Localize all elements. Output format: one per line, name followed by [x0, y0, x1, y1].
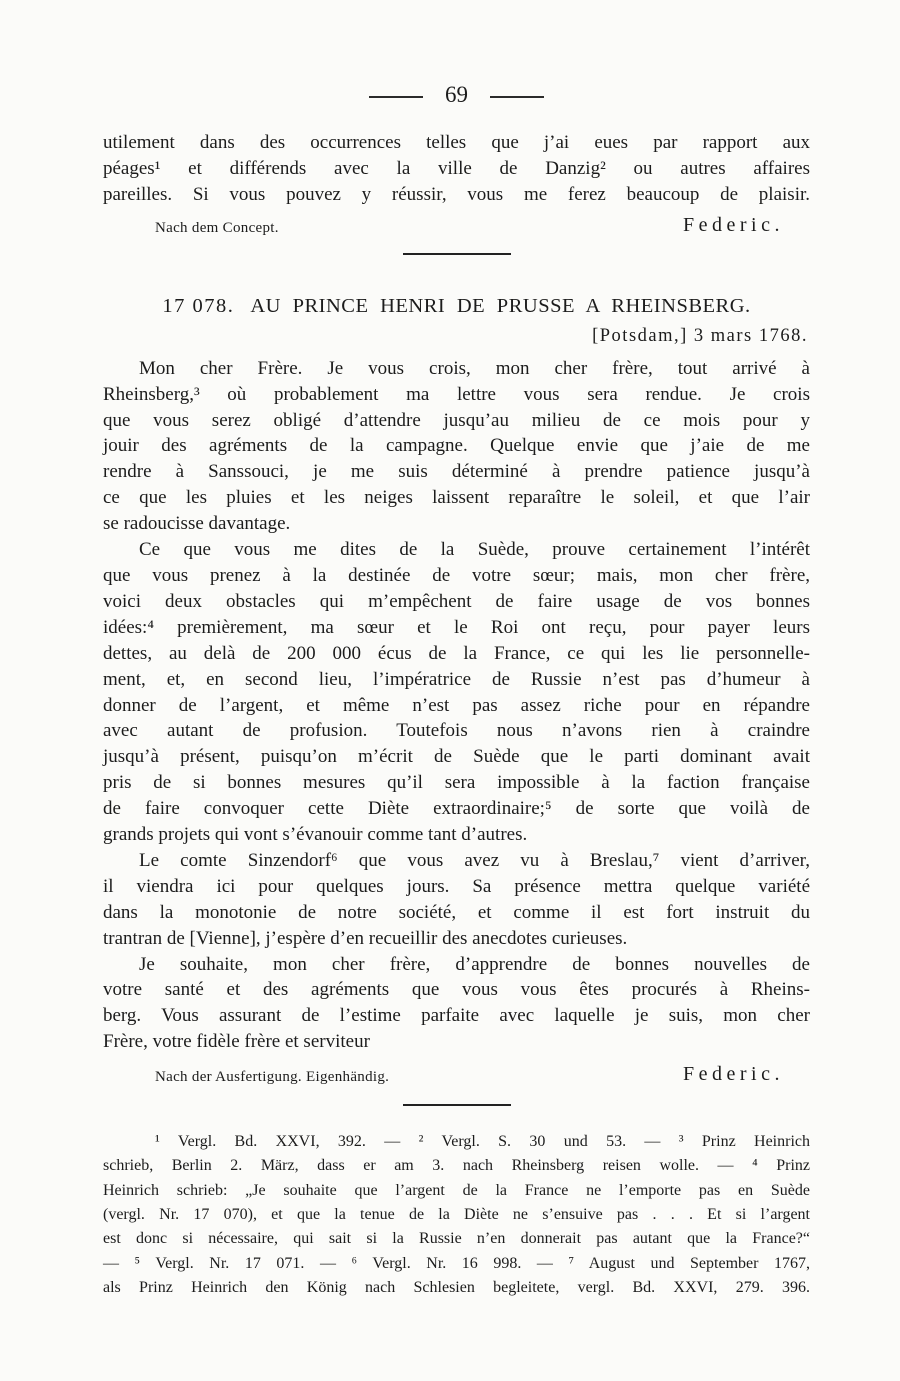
section-divider [403, 253, 511, 255]
letter-footer-row [103, 1063, 810, 1086]
text-line: (vergl. Nr. 17 070), et que la tenue de la Diète ne s’ensuive pas . . . Et si l’argent [103, 1206, 810, 1224]
text-line: Mon cher Frère. Je vous crois, mon cher frère, tout arrivé à [139, 357, 810, 379]
letter-heading [103, 295, 810, 318]
text-line: pris de si bonnes mesures qu’il sera impossible à la faction française [103, 772, 810, 794]
text-line: Rheinsberg,³ où probablement ma lettre vous sera rendue. Je crois [103, 383, 810, 405]
text-line: grands projets qui vont s’évanouir comme tant d’autres. [103, 824, 528, 846]
signature: Federic. [683, 1063, 784, 1086]
paragraph-3 [103, 848, 810, 952]
signature: Federic. [683, 213, 784, 236]
source-note: Nach der Ausfertigung. Eigenhändig. [155, 1069, 390, 1086]
text-line: ce que les pluies et les neiges laissent reparaître le soleil, et que l’air [103, 487, 810, 509]
page-header [103, 82, 810, 108]
text-line: trantran de [Vienne], j’espère d’en recueillir des anecdotes curieuses. [103, 927, 628, 949]
footnotes [103, 1130, 810, 1300]
text-line: Ce que vous me dites de la Suède, prouve certainement l’intérêt [139, 539, 810, 561]
text-line: de faire convoquer cette Diète extraordinaire;⁵ de sorte que voilà de [103, 798, 810, 820]
letter-title: AU PRINCE HENRI DE PRUSSE A RHEINSBERG. [250, 294, 751, 317]
text-line: — ⁵ Vergl. Nr. 17 071. — ⁶ Vergl. Nr. 16 998. — ⁷ August und September 1767, [103, 1254, 810, 1272]
paragraph-2 [103, 537, 810, 848]
paragraph-1 [103, 356, 810, 537]
text-line: rendre à Sanssouci, je me suis déterminé à prendre patience jusqu’à [103, 461, 810, 483]
text-line: als Prinz Heinrich den König nach Schlesien begleitete, vergl. Bd. XXVI, 279. 396. [103, 1278, 810, 1296]
source-note: Nach dem Concept. [155, 219, 279, 236]
text-line: Le comte Sinzendorf⁶ que vous avez vu à Breslau,⁷ vient d’arriver, [139, 849, 810, 871]
text-line: Heinrich schrieb: „Je souhaite que l’argent de la France ne l’emporte pas en Suède [103, 1181, 810, 1199]
text-line: est donc si nécessaire, qui sait si la Russie n’en donnerait pas autant que la France?“ [103, 1230, 810, 1248]
letter-body [103, 356, 810, 1055]
text-line: votre santé et des agréments que vous vous êtes procurés à Rheins- [103, 979, 810, 1001]
text-line: péages¹ et différends avec la ville de Danzig² ou autres affaires [103, 157, 810, 179]
text-line: se radoucisse davantage. [103, 513, 291, 535]
continuation-paragraph [103, 130, 810, 208]
text-line: jouir des agréments de la campagne. Quelque envie que j’aie de me [103, 435, 810, 457]
header-rule-left [369, 96, 423, 98]
text-line: que vous prenez à la destinée de votre sœur; mais, mon cher frère, [103, 564, 810, 586]
letter-number: 17 078. [162, 294, 235, 317]
section-divider [403, 1104, 511, 1106]
text-line: utilement dans des occurrences telles que j’ai eues par rapport aux [103, 132, 810, 153]
text-line: avec autant de profusion. Toutefois nous n’avons rien à craindre [103, 720, 810, 742]
text-line: que vous serez obligé d’attendre jusqu’au milieu de ce mois pour y [103, 409, 810, 431]
text-line: jusqu’à présent, puisqu’on m’écrit de Suède que le parti dominant avait [103, 746, 810, 768]
text-line: Je souhaite, mon cher frère, d’apprendre de bonnes nouvelles de [139, 953, 810, 975]
text-line: donner de l’argent, et même n’est pas assez riche pour en répandre [103, 694, 810, 716]
text-line: voici deux obstacles qui m’empêchent de faire usage de vos bonnes [103, 590, 810, 612]
text-line: dans la monotonie de notre société, et comme il est fort instruit du [103, 901, 810, 923]
dateline: [Potsdam,] 3 mars 1768. [592, 325, 808, 346]
header-rule-right [490, 96, 544, 98]
text-line: il viendra ici pour quelques jours. Sa présence mettra quelque variété [103, 875, 810, 897]
text-line: schrieb, Berlin 2. März, dass er am 3. nach Rheinsberg reisen wolle. — ⁴ Prinz [103, 1157, 810, 1175]
text-line: ment, et, en second lieu, l’impératrice de Russie n’est pas d’humeur à [103, 668, 810, 690]
text-line: ¹ Vergl. Bd. XXVI, 392. — ² Vergl. S. 30 und 53. — ³ Prinz Heinrich [155, 1133, 810, 1151]
text-line: berg. Vous assurant de l’estime parfaite avec laquelle je suis, mon cher [103, 1005, 810, 1027]
text-line: dettes, au delà de 200 000 écus de la France, ce qui les lie personnelle- [103, 642, 810, 664]
text-line: pareilles. Si vous pouvez y réussir, vous me ferez beaucoup de plaisir. [103, 183, 810, 205]
paragraph-4 [103, 952, 810, 1056]
letter-footer-row [103, 214, 810, 237]
text-line: idées:⁴ premièrement, ma sœur et le Roi ont reçu, pour payer leurs [103, 616, 810, 638]
text-line: Frère, votre fidèle frère et serviteur [103, 1031, 370, 1053]
page-number: 69 [445, 82, 468, 107]
book-page [103, 0, 810, 1300]
